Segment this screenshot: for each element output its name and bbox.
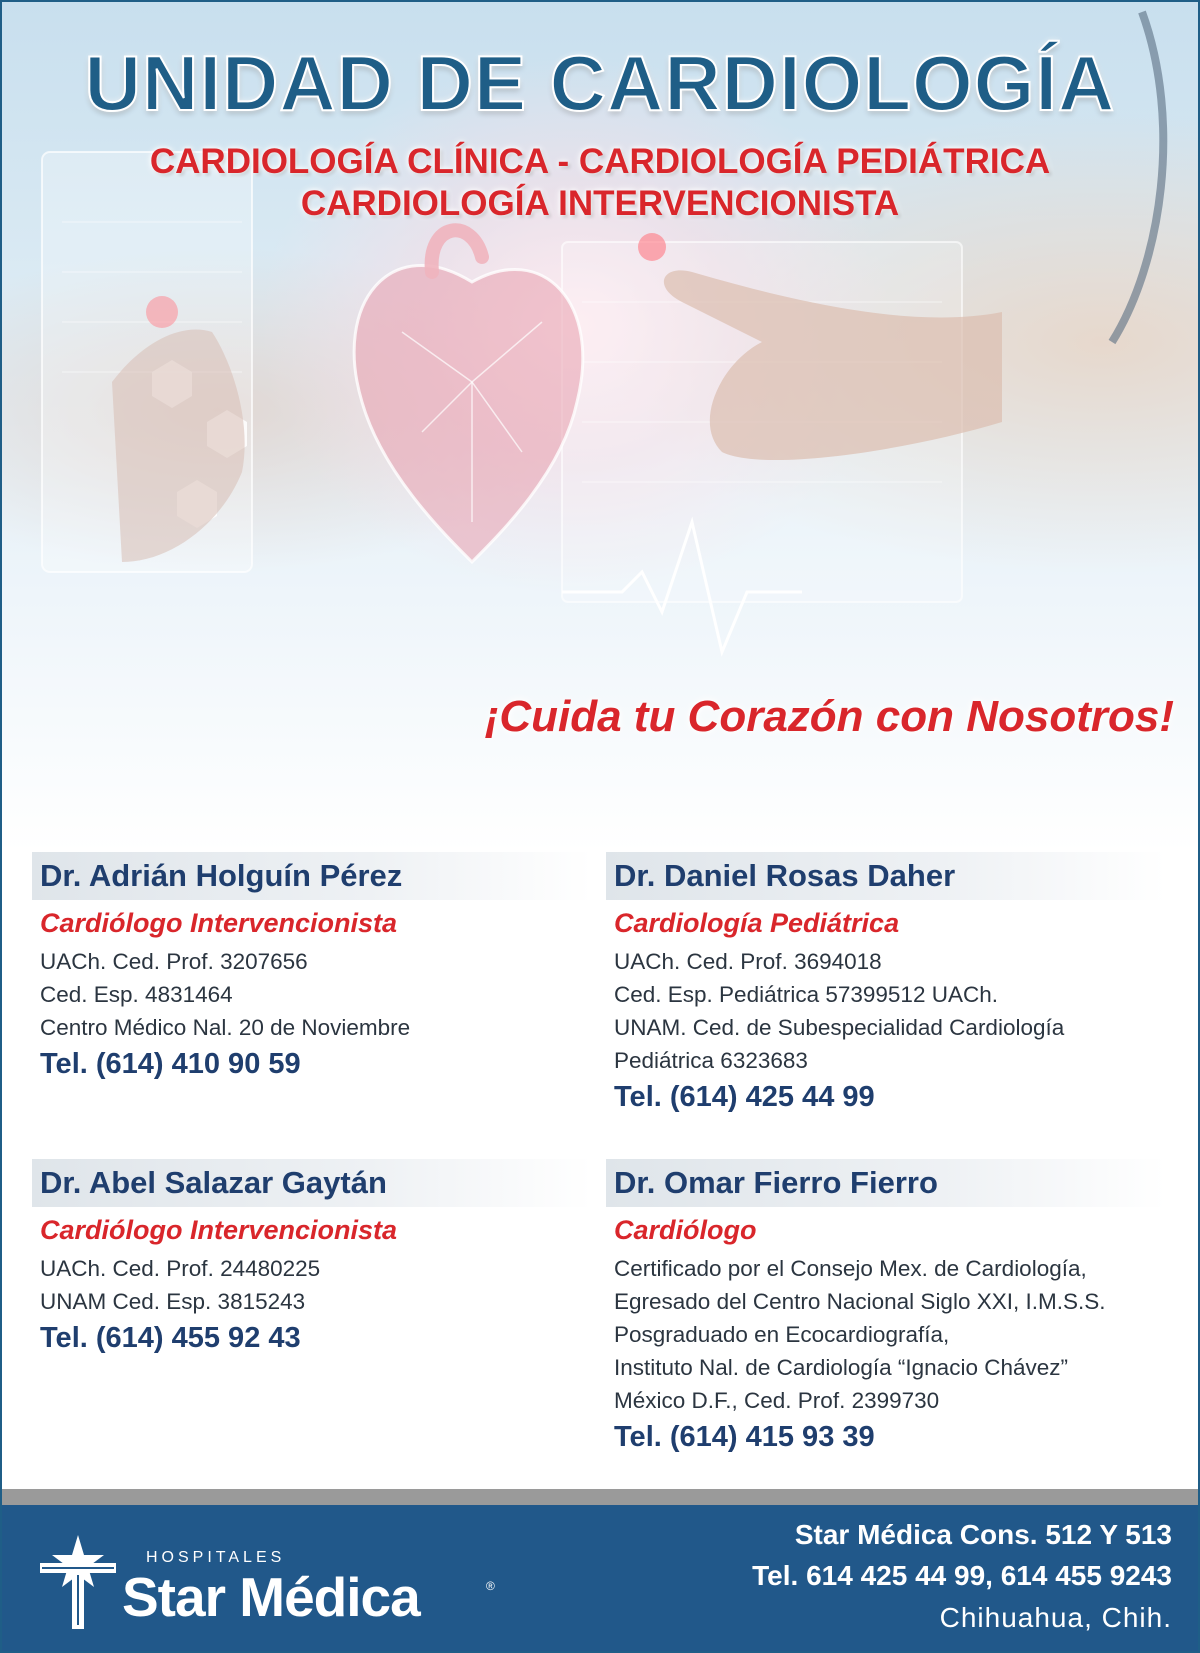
doctor-name: Dr. Adrián Holguín Pérez [32, 852, 592, 900]
subtitle-line-2: CARDIOLOGÍA INTERVENCIONISTA [300, 184, 900, 223]
slogan: ¡Cuida tu Corazón con Nosotros! [484, 692, 1174, 741]
doctor-detail: Ced. Esp. Pediátrica 57399512 UACh. [614, 982, 998, 1007]
doctor-card [606, 852, 1166, 1114]
footer-address: Star Médica Cons. 512 Y 513 [794, 1519, 1172, 1550]
doctor-detail: Posgraduado en Ecocardiografía, [614, 1322, 950, 1347]
star-medica-logo [38, 1521, 498, 1641]
star-cross-logo-icon [38, 1525, 118, 1635]
doctor-phone[interactable]: Tel. (614) 415 93 39 [614, 1421, 875, 1453]
logo-small-text: HOSPITALES [146, 1549, 286, 1566]
subtitle-line-1: CARDIOLOGÍA CLÍNICA - CARDIOLOGÍA PEDIÁTRICA [149, 142, 1051, 181]
doctor-detail: Ced. Esp. 4831464 [40, 982, 233, 1007]
doctor-detail: Certificado por el Consejo Mex. de Cardiología, [614, 1256, 1087, 1281]
doctor-detail: Egresado del Centro Nacional Siglo XXI, I.M.S.S. [614, 1289, 1106, 1314]
doctor-specialty: Cardiólogo [614, 1215, 757, 1245]
footer-phones[interactable]: Tel. 614 425 44 99, 614 455 9243 [752, 1560, 1172, 1591]
doctor-name: Dr. Daniel Rosas Daher [606, 852, 1166, 900]
doctor-phone[interactable]: Tel. (614) 425 44 99 [614, 1081, 875, 1113]
doctor-detail: Pediátrica 6323683 [614, 1048, 808, 1073]
hero-banner [2, 2, 1198, 852]
doctor-detail: UACh. Ced. Prof. 24480225 [40, 1256, 321, 1281]
page-title: UNIDAD DE CARDIOLOGÍA [84, 39, 1116, 127]
doctor-detail: Centro Médico Nal. 20 de Noviembre [40, 1015, 411, 1040]
doctor-specialty: Cardiología Pediátrica [614, 908, 900, 938]
footer-contact [752, 1515, 1172, 1639]
footer [2, 1505, 1198, 1651]
doctor-phone[interactable]: Tel. (614) 455 92 43 [40, 1322, 301, 1354]
doctor-card [32, 1159, 592, 1355]
doctor-detail: UNAM Ced. Esp. 3815243 [40, 1289, 306, 1314]
doctor-name: Dr. Abel Salazar Gaytán [32, 1159, 592, 1207]
doctor-specialty: Cardiólogo Intervencionista [40, 908, 398, 938]
doctor-card [32, 852, 592, 1081]
logo-brand-text: Star Médica [122, 1566, 420, 1628]
doctor-specialty: Cardiólogo Intervencionista [40, 1215, 398, 1245]
doctor-name: Dr. Omar Fierro Fierro [606, 1159, 1166, 1207]
doctor-card [606, 1159, 1166, 1454]
doctor-detail: México D.F., Ced. Prof. 2399730 [614, 1388, 940, 1413]
doctor-phone[interactable]: Tel. (614) 410 90 59 [40, 1048, 301, 1080]
footer-divider [2, 1489, 1198, 1505]
doctor-detail: UACh. Ced. Prof. 3694018 [614, 949, 882, 974]
registered-mark: ® [486, 1579, 495, 1593]
footer-city: Chihuahua, Chih. [939, 1602, 1172, 1633]
doctor-detail: UACh. Ced. Prof. 3207656 [40, 949, 308, 974]
doctor-detail: Instituto Nal. de Cardiología “Ignacio Chávez” [614, 1355, 1068, 1380]
doctor-detail: UNAM. Ced. de Subespecialidad Cardiología [614, 1015, 1065, 1040]
